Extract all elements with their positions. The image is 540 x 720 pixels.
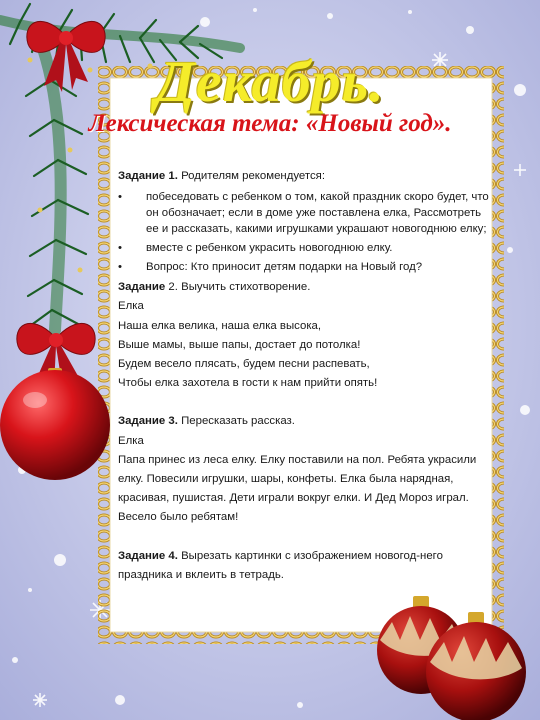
poem-title: Елка xyxy=(118,300,144,313)
list-item-text: вместе с ребенком украсить новогоднюю елку. xyxy=(146,242,393,255)
bullet-icon: • xyxy=(118,191,122,204)
task-2-text: 2. Выучить стихотворение. xyxy=(165,281,311,294)
task-3 xyxy=(118,412,490,431)
task-1 xyxy=(118,167,490,186)
bullet-icon: • xyxy=(118,261,122,274)
list-item xyxy=(118,240,490,256)
task-1-heading: Задание 1. xyxy=(118,170,178,182)
list-item-text: Вопрос: Кто приносит детям подарки на Новый год? xyxy=(146,261,423,274)
list-item-text: побеседовать с ребенком о том, какой праздник скоро будет, что он обозначает; если в доме уже поставлена елка, Рассмотреть ее и рассказать, какими игрушками украшают новогоднюю елку; xyxy=(146,191,489,236)
task-3-heading: Задание 3. xyxy=(118,415,178,428)
poem-line: Чтобы елка захотела в гости к нам прийти опять! xyxy=(118,377,378,390)
task-1-text: Родителям рекомендуется: xyxy=(177,170,325,182)
poem-line: Выше мамы, выше папы, достает до потолка! xyxy=(118,338,361,351)
page-subtitle: Лексическая тема: «Новый год». xyxy=(88,110,452,137)
list-item xyxy=(118,259,490,275)
task-3-text: Пересказать рассказ. xyxy=(177,415,295,428)
poem-line: Наша елка велика, наша елка высока, xyxy=(118,319,322,332)
spacer xyxy=(118,393,490,412)
poem-line: Будем весело плясать, будем песни распевать, xyxy=(118,358,370,371)
page-title: Декабрь. xyxy=(155,49,385,114)
task-4 xyxy=(118,547,490,585)
story-title: Елка xyxy=(118,434,144,447)
task-2-heading: Задание xyxy=(118,281,166,294)
spacer xyxy=(118,528,490,547)
task-4-text: Вырезать картинки с изображением новогод-него праздника и вклеить в тетрадь. xyxy=(118,549,443,581)
bullet-icon: • xyxy=(118,242,122,255)
task-2 xyxy=(118,278,490,297)
task-4-heading: Задание 4. xyxy=(118,549,178,562)
story-text: Папа принес из леса елку. Елку поставили на пол. Ребята украсили елку. Повесили игрушки, шары, конфеты. Елка была нарядная, красивая, пушистая. Дети играли вокруг елки. И Дед Мороз играл. Весело было ребятам! xyxy=(118,453,477,524)
assignment-content xyxy=(118,167,490,585)
list-item xyxy=(118,189,490,237)
